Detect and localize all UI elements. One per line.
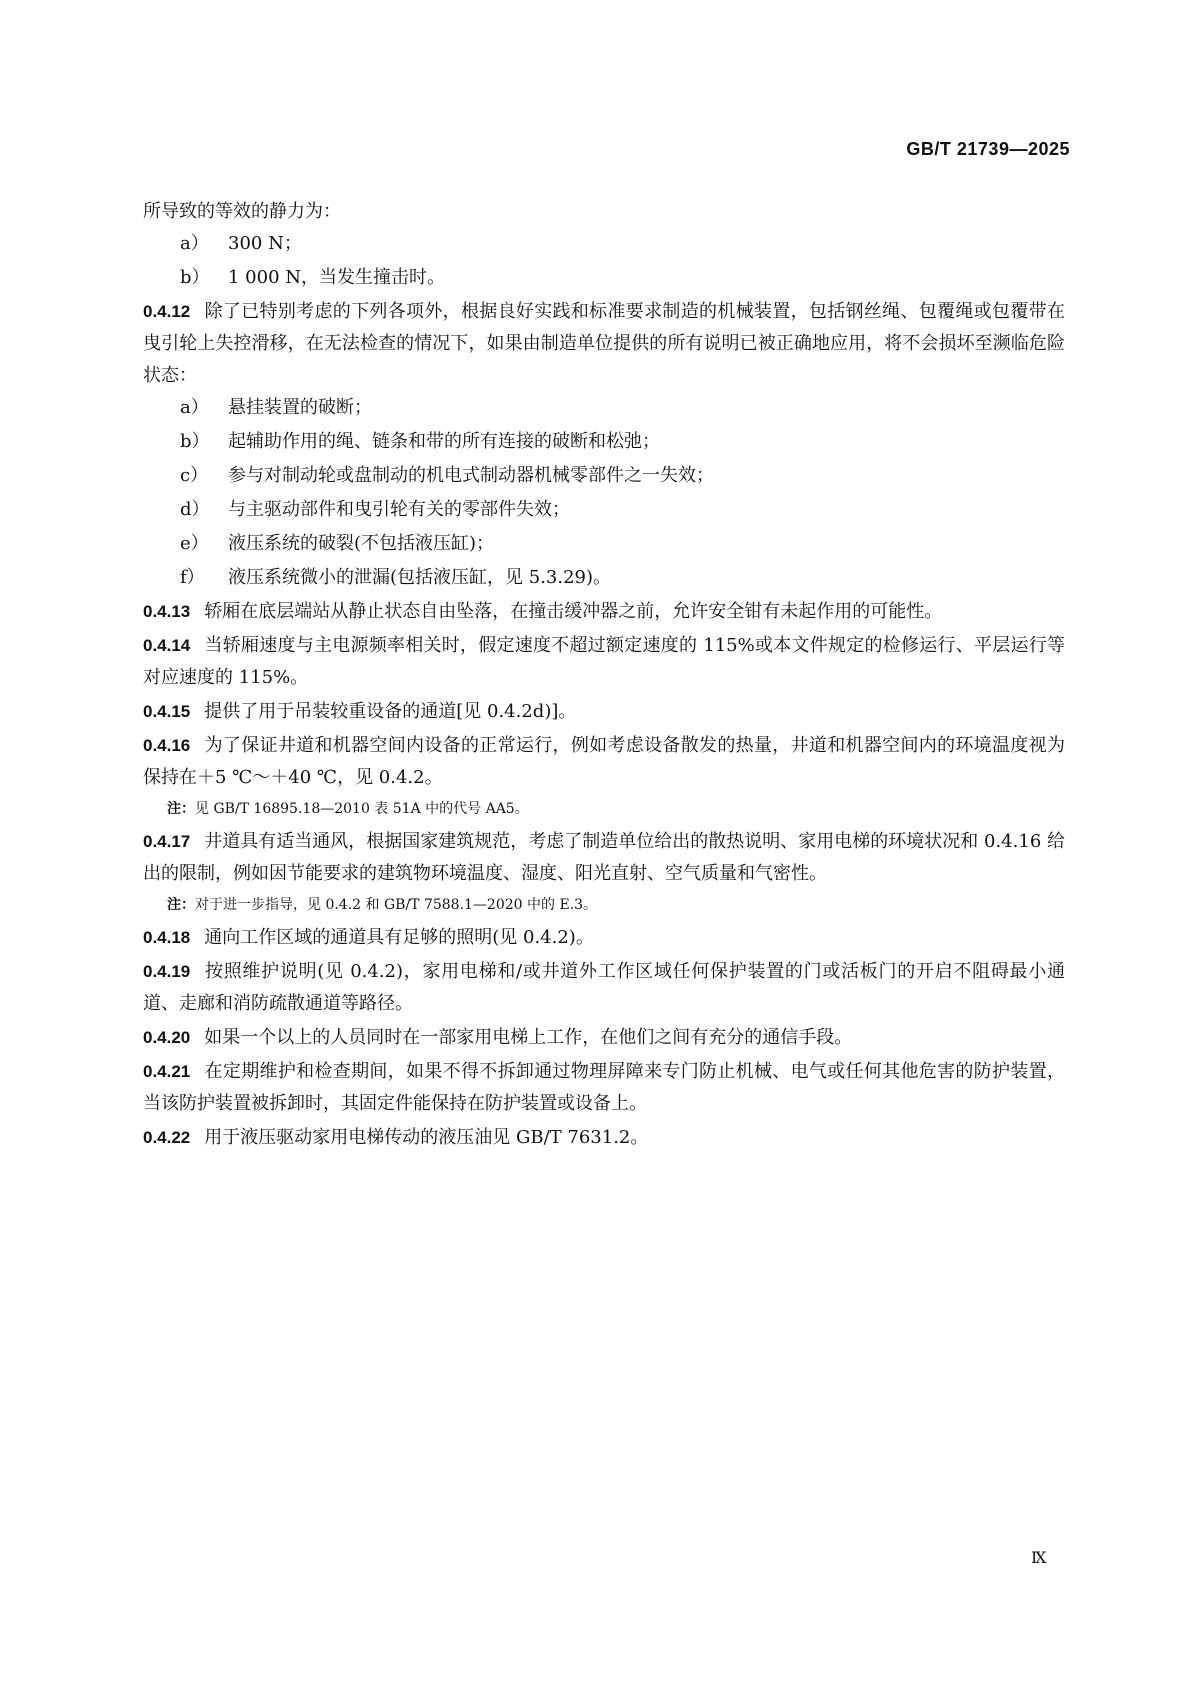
clause-text: 井道具有适当通风，根据国家建筑规范，考虑了制造单位给出的散热说明、家用电梯的环境状况和 0.4.16 给出的限制，例如因节能要求的建筑物环境温度、湿度、阳光直射、空气质量和气密性。 (143, 831, 1065, 884)
clause-number: 0.4.20 (143, 1028, 191, 1047)
clause-number: 0.4.14 (143, 636, 191, 655)
document-standard-code: GB/T 21739—2025 (906, 139, 1070, 159)
list-item-label: e） (180, 533, 209, 554)
clause-number: 0.4.19 (143, 962, 191, 981)
clause-text: 用于液压驱动家用电梯传动的液压油见 GB/T 7631.2。 (204, 1127, 649, 1148)
list-item (143, 392, 1065, 424)
list-item (143, 228, 1065, 260)
clause-0-4-17 (143, 826, 1065, 890)
note-label: 注： (167, 801, 195, 817)
list-item-label: b） (180, 431, 210, 452)
clause-number: 0.4.21 (143, 1062, 191, 1081)
clause-text: 在定期维护和检查期间，如果不得不拆卸通过物理屏障来专门防止机械、电气或任何其他危害的防护装置，当该防护装置被拆卸时，其固定件能保持在防护装置或设备上。 (143, 1061, 1065, 1114)
list-item-text: 300 N； (228, 233, 302, 254)
note-text: 对于进一步指导，见 0.4.2 和 GB/T 7588.1—2020 中的 E.3。 (195, 897, 598, 913)
note-label: 注： (167, 897, 195, 913)
clause-text: 如果一个以上的人员同时在一部家用电梯上工作，在他们之间有充分的通信手段。 (204, 1027, 853, 1048)
clause-text: 轿厢在底层端站从静止状态自由坠落，在撞击缓冲器之前，允许安全钳有未起作用的可能性。 (204, 601, 943, 622)
clause-text: 按照维护说明(见 0.4.2)，家用电梯和/或井道外工作区域任何保护装置的门或活板门的开启不阻碍最小通道、走廊和消防疏散通道等路径。 (143, 961, 1065, 1014)
clause-0-4-14 (143, 630, 1065, 694)
list-item-label: f） (180, 567, 205, 588)
clause-number: 0.4.13 (143, 602, 191, 621)
document-body (143, 196, 1065, 1154)
clause-text: 通向工作区域的通道具有足够的照明(见 0.4.2)。 (204, 927, 594, 948)
clause-text: 当轿厢速度与主电源频率相关时，假定速度不超过额定速度的 115%或本文件规定的检修运行、平层运行等对应速度的 115%。 (143, 635, 1065, 688)
clause-number: 0.4.15 (143, 702, 191, 721)
note-text: 见 GB/T 16895.18—2010 表 51A 中的代号 AA5。 (195, 801, 529, 817)
list-item (143, 426, 1065, 458)
clause-text: 提供了用于吊装较重设备的通道[见 0.4.2d)]。 (204, 701, 577, 722)
list-item-label: a） (180, 233, 209, 254)
list-item-label: a） (180, 397, 209, 418)
clause-number: 0.4.18 (143, 928, 191, 947)
list-item-text: 参与对制动轮或盘制动的机电式制动器机械零部件之一失效； (228, 465, 714, 486)
clause-number: 0.4.17 (143, 832, 191, 851)
clause-0-4-19 (143, 956, 1065, 1020)
clause-0-4-21 (143, 1056, 1065, 1120)
intro-paragraph: 所导致的等效的静力为： (143, 201, 341, 222)
list-item-label: d） (180, 499, 210, 520)
list-item-text: 1 000 N，当发生撞击时。 (228, 267, 446, 288)
list-item (143, 528, 1065, 560)
page-number: Ⅸ (1031, 1548, 1047, 1567)
list-item-text: 悬挂装置的破断； (228, 397, 372, 418)
clause-number: 0.4.16 (143, 736, 191, 755)
list-item-label: c） (180, 465, 209, 486)
clause-text: 除了已特别考虑的下列各项外，根据良好实践和标准要求制造的机械装置，包括钢丝绳、包覆绳或包覆带在曳引轮上失控滑移，在无法检查的情况下，如果由制造单位提供的所有说明已被正确地应用，将不会损坏至濒临危险状态： (143, 301, 1065, 386)
clause-0-4-15 (143, 696, 1065, 728)
note (143, 890, 1065, 920)
clause-0-4-16 (143, 730, 1065, 794)
clause-text: 为了保证井道和机器空间内设备的正常运行，例如考虑设备散发的热量，井道和机器空间内的环境温度视为保持在＋5 ℃～＋40 ℃，见 0.4.2。 (143, 735, 1065, 788)
clause-0-4-20 (143, 1022, 1065, 1054)
list-item-text: 液压系统的破裂(不包括液压缸)； (228, 533, 495, 554)
clause-0-4-18 (143, 922, 1065, 954)
clause-0-4-13 (143, 596, 1065, 628)
list-item-text: 液压系统微小的泄漏(包括液压缸，见 5.3.29)。 (228, 567, 612, 588)
clause-0-4-12 (143, 296, 1065, 392)
list-item (143, 460, 1065, 492)
list-item-text: 起辅助作用的绳、链条和带的所有连接的破断和松弛； (228, 431, 660, 452)
note (143, 794, 1065, 824)
list-item-label: b） (180, 267, 210, 288)
clause-0-4-22 (143, 1122, 1065, 1154)
list-item-text: 与主驱动部件和曳引轮有关的零部件失效； (228, 499, 570, 520)
list-item (143, 262, 1065, 294)
list-item (143, 562, 1065, 594)
clause-number: 0.4.22 (143, 1128, 191, 1147)
clause-number: 0.4.12 (143, 302, 191, 321)
list-item (143, 494, 1065, 526)
